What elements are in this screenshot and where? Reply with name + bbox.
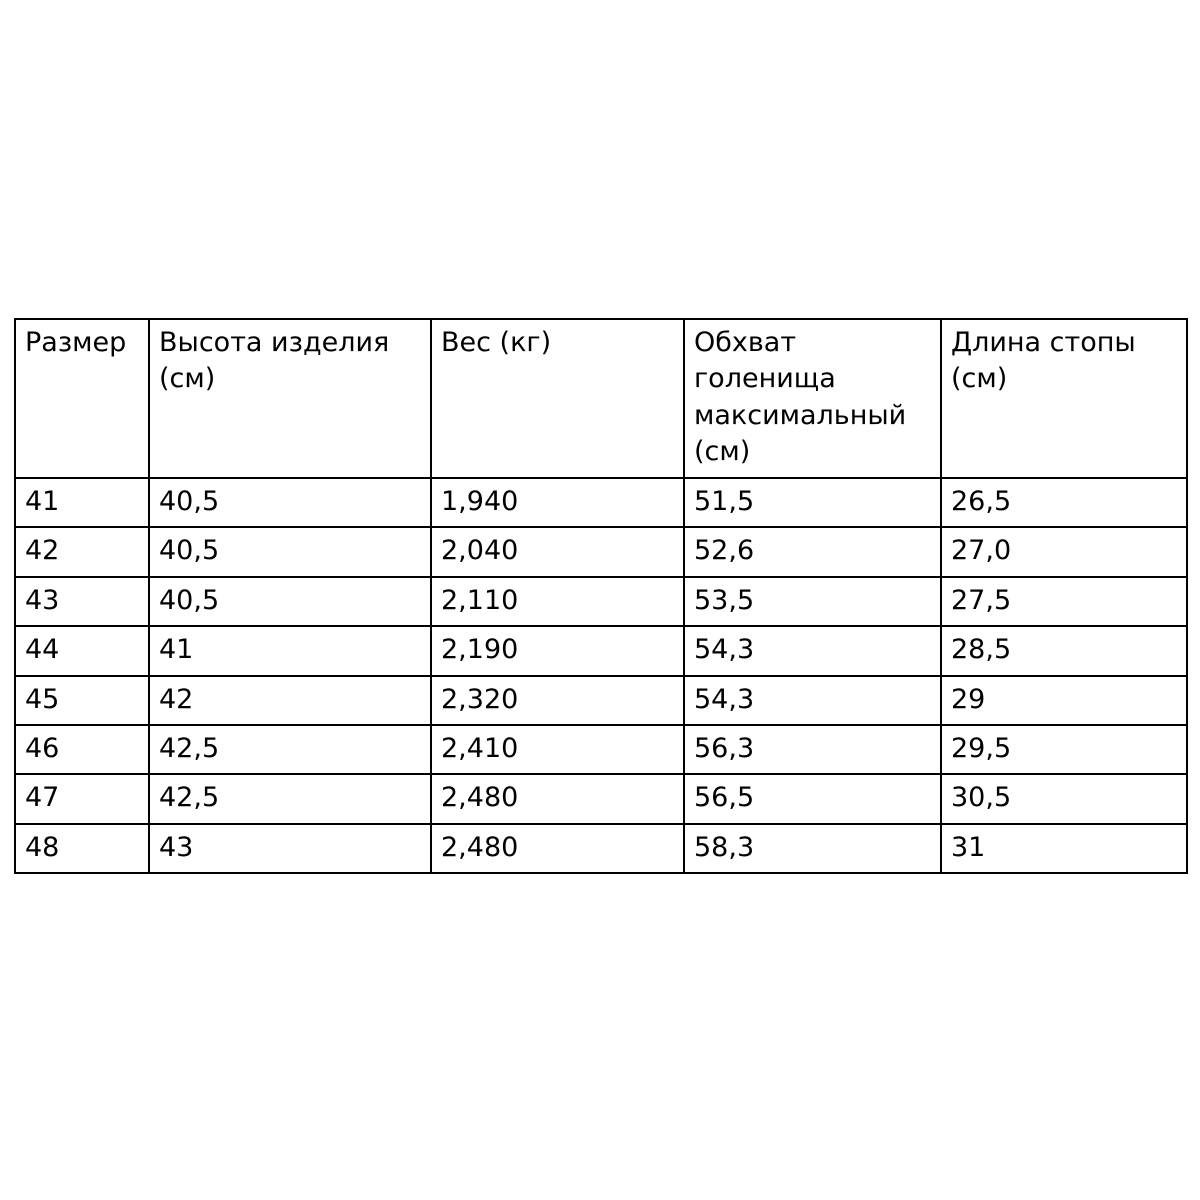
table-row	[15, 527, 1187, 576]
cell-product-height: 40,5	[149, 577, 431, 626]
column-header-foot-length: Длина стопы (см)	[941, 319, 1187, 478]
table-row	[15, 774, 1187, 823]
cell-weight: 2,320	[431, 676, 684, 725]
cell-foot-length: 31	[941, 824, 1187, 873]
size-chart	[14, 318, 1186, 874]
cell-shaft-circumference: 56,3	[684, 725, 941, 774]
cell-size: 48	[15, 824, 149, 873]
cell-shaft-circumference: 56,5	[684, 774, 941, 823]
cell-size: 42	[15, 527, 149, 576]
table-row	[15, 725, 1187, 774]
size-chart-table	[14, 318, 1188, 874]
cell-shaft-circumference: 54,3	[684, 676, 941, 725]
cell-foot-length: 26,5	[941, 478, 1187, 527]
cell-product-height: 40,5	[149, 478, 431, 527]
cell-product-height: 40,5	[149, 527, 431, 576]
cell-size: 44	[15, 626, 149, 675]
column-header-size: Размер	[15, 319, 149, 478]
cell-foot-length: 30,5	[941, 774, 1187, 823]
cell-size: 45	[15, 676, 149, 725]
cell-foot-length: 29,5	[941, 725, 1187, 774]
cell-weight: 2,480	[431, 774, 684, 823]
table-row	[15, 676, 1187, 725]
column-header-weight: Вес (кг)	[431, 319, 684, 478]
size-chart-header	[15, 319, 1187, 478]
cell-product-height: 41	[149, 626, 431, 675]
cell-shaft-circumference: 54,3	[684, 626, 941, 675]
cell-weight: 2,480	[431, 824, 684, 873]
cell-foot-length: 28,5	[941, 626, 1187, 675]
table-row	[15, 626, 1187, 675]
cell-size: 41	[15, 478, 149, 527]
cell-weight: 2,190	[431, 626, 684, 675]
table-row	[15, 577, 1187, 626]
cell-weight: 2,110	[431, 577, 684, 626]
cell-size: 46	[15, 725, 149, 774]
cell-weight: 2,040	[431, 527, 684, 576]
column-header-shaft-circumference: Обхват голенища максимальный (см)	[684, 319, 941, 478]
cell-foot-length: 27,5	[941, 577, 1187, 626]
cell-shaft-circumference: 52,6	[684, 527, 941, 576]
cell-shaft-circumference: 58,3	[684, 824, 941, 873]
column-header-product-height: Высота изделия (см)	[149, 319, 431, 478]
cell-product-height: 42,5	[149, 725, 431, 774]
cell-foot-length: 29	[941, 676, 1187, 725]
cell-shaft-circumference: 51,5	[684, 478, 941, 527]
cell-size: 47	[15, 774, 149, 823]
size-chart-body	[15, 478, 1187, 874]
header-row	[15, 319, 1187, 478]
cell-weight: 1,940	[431, 478, 684, 527]
cell-shaft-circumference: 53,5	[684, 577, 941, 626]
cell-weight: 2,410	[431, 725, 684, 774]
cell-product-height: 43	[149, 824, 431, 873]
cell-size: 43	[15, 577, 149, 626]
cell-foot-length: 27,0	[941, 527, 1187, 576]
table-row	[15, 824, 1187, 873]
cell-product-height: 42,5	[149, 774, 431, 823]
table-row	[15, 478, 1187, 527]
cell-product-height: 42	[149, 676, 431, 725]
